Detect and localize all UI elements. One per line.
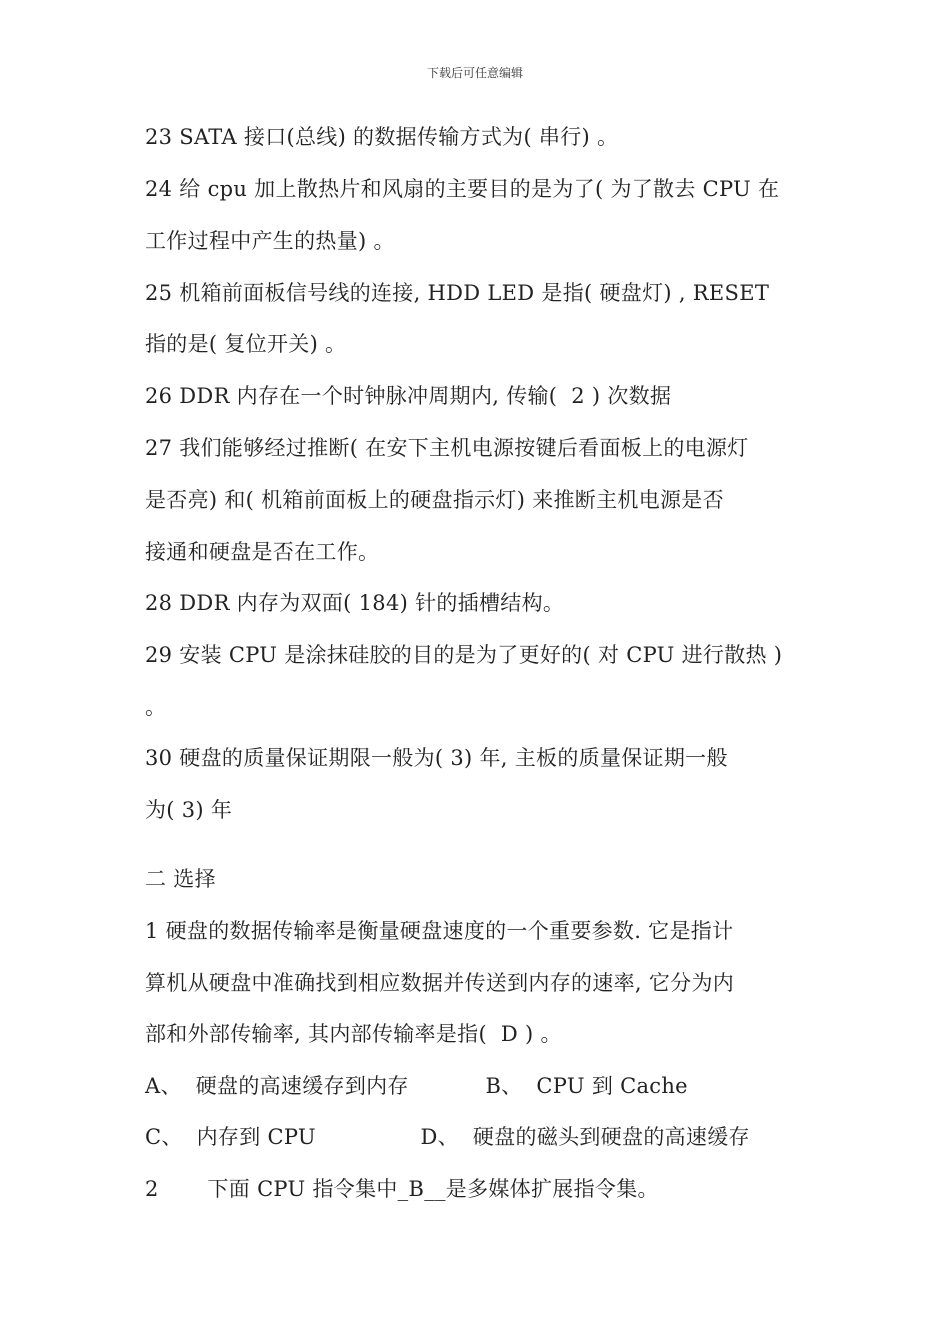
choice-1-line-2: 算机从硬盘中准确找到相应数据并传送到内存的速率, 它分为内 [145, 971, 735, 995]
question-23: 23 SATA 接口(总线) 的数据传输方式为( 串行) 。 [145, 125, 619, 149]
question-29-line-1: 29 安装 CPU 是涂抹硅胶的目的是为了更好的( 对 CPU 进行散热 ) [145, 643, 783, 667]
question-24-line-1: 24 给 cpu 加上散热片和风扇的主要目的是为了( 为了散去 CPU 在 [145, 177, 780, 201]
question-29-line-2: 。 [145, 695, 167, 719]
choice-1-options-cd: C、 内存到 CPU D、 硬盘的磁头到硬盘的高速缓存 [145, 1125, 750, 1149]
choice-1-options-ab: A、 硬盘的高速缓存到内存 B、 CPU 到 Cache [145, 1074, 688, 1098]
question-26: 26 DDR 内存在一个时钟脉冲周期内, 传输( 2 ) 次数据 [145, 384, 672, 408]
question-24-line-2: 工作过程中产生的热量) 。 [145, 229, 395, 253]
choice-1-line-1: 1 硬盘的数据传输率是衡量硬盘速度的一个重要参数. 它是指计 [145, 919, 734, 943]
question-30-line-1: 30 硬盘的质量保证期限一般为( 3) 年, 主板的质量保证期一般 [145, 746, 728, 770]
question-27-line-3: 接通和硬盘是否在工作。 [145, 540, 380, 564]
page-header: 下载后可任意编辑 [426, 66, 523, 80]
section-title-choice: 二 选择 [145, 867, 216, 891]
question-28: 28 DDR 内存为双面( 184) 针的插槽结构。 [145, 591, 565, 615]
question-27-line-2: 是否亮) 和( 机箱前面板上的硬盘指示灯) 来推断主机电源是否 [145, 488, 724, 512]
choice-1-line-3: 部和外部传输率, 其内部传输率是指( D ) 。 [145, 1022, 562, 1046]
question-25-line-1: 25 机箱前面板信号线的连接, HDD LED 是指( 硬盘灯) , RESET [145, 281, 770, 305]
choice-2: 2 下面 CPU 指令集中_B__是多媒体扩展指令集。 [145, 1177, 659, 1201]
question-27-line-1: 27 我们能够经过推断( 在安下主机电源按键后看面板上的电源灯 [145, 436, 749, 460]
question-25-line-2: 指的是( 复位开关) 。 [145, 332, 347, 356]
question-30-line-2: 为( 3) 年 [145, 798, 233, 822]
